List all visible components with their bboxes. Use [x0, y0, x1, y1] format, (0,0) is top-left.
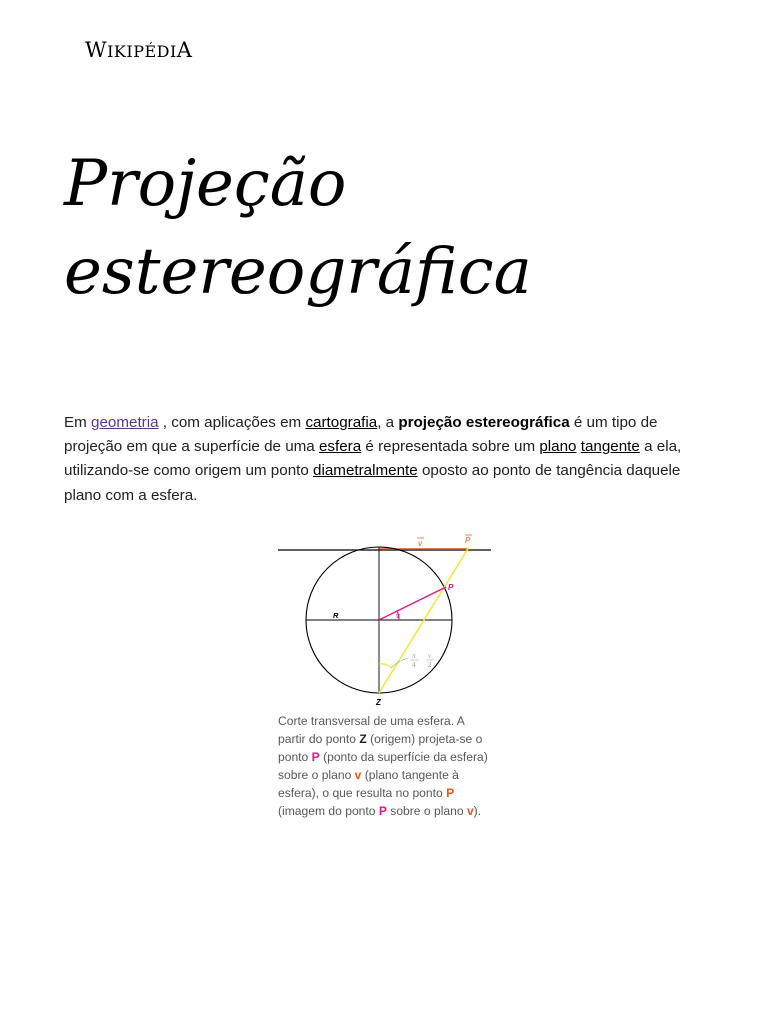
- lead-text: é um tipo de projeção em que a superfície de uma: [64, 414, 658, 456]
- label-two: 2: [428, 661, 432, 669]
- link-tangente[interactable]: tangente: [580, 438, 640, 456]
- radius-to-p: [379, 587, 446, 620]
- link-geometria[interactable]: geometria: [91, 414, 159, 431]
- half-angle-arc: [379, 664, 391, 668]
- figure-thumbnail: [278, 528, 492, 820]
- label-p-bar: P: [465, 536, 471, 545]
- caption-text: ).: [473, 804, 482, 818]
- figure-caption: [278, 712, 492, 820]
- label-four: 4: [412, 661, 416, 669]
- caption-text: sobre o plano: [386, 804, 467, 818]
- lead-text: a ela, utilizando-se como origem um ponto: [64, 438, 682, 480]
- caption-text: (imagem do ponto: [278, 804, 379, 818]
- label-z: Z: [376, 698, 381, 707]
- wordmark-letter-w: W: [85, 38, 108, 62]
- page-title-line-1: Projeção: [64, 147, 347, 221]
- caption-z: Z: [359, 732, 367, 746]
- link-cartografia[interactable]: cartografia: [305, 414, 378, 431]
- wordmark-middle: IKIPÉDI: [107, 42, 177, 61]
- caption-text: (origem) projeta-se o ponto: [278, 732, 483, 764]
- lead-text: é representada sobre um: [361, 438, 540, 456]
- label-v-bar: v: [418, 539, 422, 548]
- wordmark-letter-a: A: [176, 38, 193, 62]
- label-r: R: [333, 611, 339, 620]
- caption-p: P: [311, 750, 320, 764]
- page-title-line-2: estereográfica: [64, 235, 532, 309]
- link-plano[interactable]: plano: [539, 438, 577, 456]
- caption-v: v: [354, 768, 362, 782]
- lead-text: , com aplicações em: [158, 414, 306, 431]
- label-v-angle: v: [396, 613, 400, 620]
- lead-text: Em: [64, 414, 92, 431]
- bold-term: projeção estereográfica: [398, 414, 570, 431]
- stereographic-diagram[interactable]: [278, 528, 492, 710]
- label-p: P: [448, 583, 454, 592]
- lead-paragraph: [64, 411, 709, 508]
- wikipedia-wordmark[interactable]: [85, 38, 192, 62]
- label-pi: π: [412, 652, 416, 660]
- label-v-frac: v: [428, 652, 432, 660]
- lead-text: oposto ao ponto de tangência daquele plano com a esfera.: [64, 462, 681, 504]
- link-esfera[interactable]: esfera: [318, 438, 362, 456]
- caption-text: Corte transversal de uma esfera. A partir do ponto: [278, 714, 465, 746]
- caption-text: (plano tangente à esfera), o que resulta no ponto: [278, 768, 459, 800]
- link-diametralmente[interactable]: diametralmente: [313, 462, 418, 480]
- lead-text: , a: [377, 414, 399, 431]
- caption-v-bar: v: [466, 804, 474, 818]
- caption-p: P: [378, 804, 387, 818]
- caption-p-bar: P: [446, 786, 455, 800]
- caption-text: (ponto da superfície da esfera) sobre o plano: [278, 750, 488, 782]
- page-title: [64, 140, 724, 316]
